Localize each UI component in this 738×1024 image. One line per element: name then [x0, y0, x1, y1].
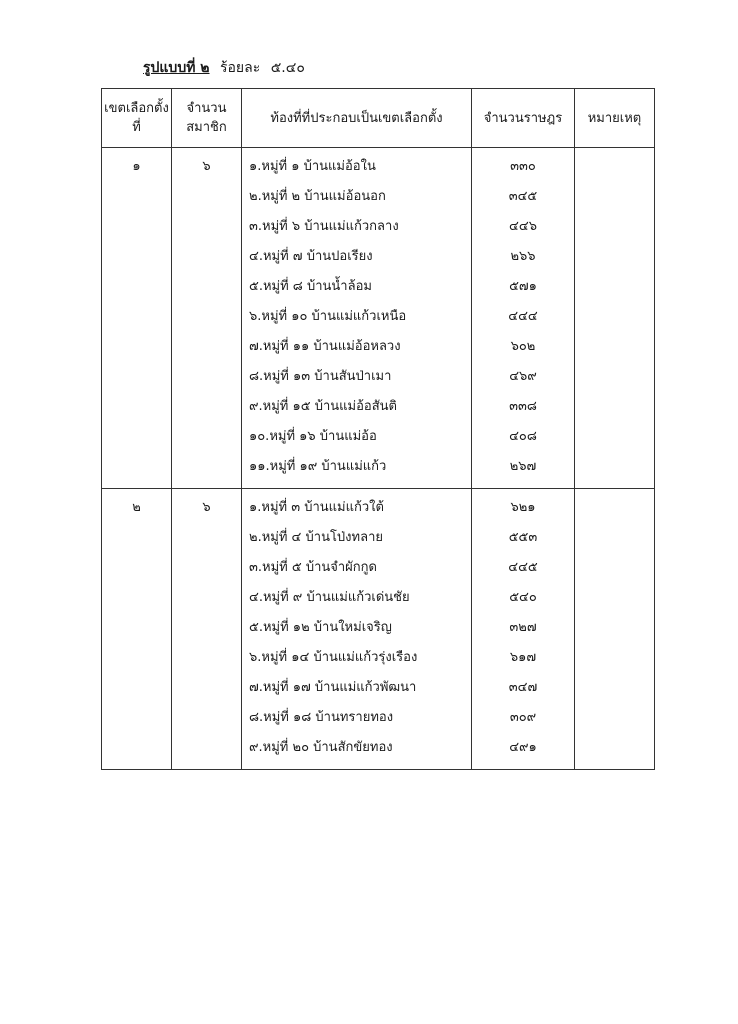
members-cell [172, 581, 242, 611]
spacer-cell [172, 480, 242, 489]
population-cell: ๓๓๘ [472, 390, 575, 420]
members-cell [172, 330, 242, 360]
remark-cell [575, 611, 655, 641]
members-cell: ๖ [172, 148, 242, 181]
group-end-row [102, 761, 655, 770]
header-members: จำนวนสมาชิก [172, 89, 242, 148]
area-cell: ๗.หมู่ที่ ๑๑ บ้านแม่อ้อหลวง [242, 330, 472, 360]
zone-cell [102, 581, 172, 611]
header-zone: เขตเลือกตั้งที่ [102, 89, 172, 148]
area-cell: ๓.หมู่ที่ ๖ บ้านแม่แก้วกลาง [242, 210, 472, 240]
remark-cell [575, 330, 655, 360]
population-cell: ๓๐๙ [472, 701, 575, 731]
remark-cell [575, 701, 655, 731]
remark-cell [575, 180, 655, 210]
remark-cell [575, 450, 655, 480]
remark-cell [575, 551, 655, 581]
area-cell: ๕.หมู่ที่ ๑๒ บ้านใหม่เจริญ [242, 611, 472, 641]
spacer-cell [575, 480, 655, 489]
header-population: จำนวนราษฎร [472, 89, 575, 148]
members-cell [172, 521, 242, 551]
remark-cell [575, 671, 655, 701]
format-title: รูปแบบที่ ๒ [143, 60, 210, 76]
population-cell: ๕๕๓ [472, 521, 575, 551]
members-cell [172, 300, 242, 330]
area-cell: ๘.หมู่ที่ ๑๘ บ้านทรายทอง [242, 701, 472, 731]
table-row [102, 390, 655, 420]
area-cell: ๒.หมู่ที่ ๔ บ้านโป่งทลาย [242, 521, 472, 551]
spacer-cell [242, 480, 472, 489]
remark-cell [575, 210, 655, 240]
table-body [102, 148, 655, 770]
zone-cell [102, 551, 172, 581]
population-cell: ๓๔๗ [472, 671, 575, 701]
table-row [102, 611, 655, 641]
percent-label: ร้อยละ [220, 60, 261, 76]
table-row [102, 148, 655, 181]
members-cell [172, 270, 242, 300]
members-cell [172, 611, 242, 641]
table-row [102, 731, 655, 761]
header-row [102, 89, 655, 148]
table-row [102, 300, 655, 330]
table-row [102, 330, 655, 360]
remark-cell [575, 731, 655, 761]
population-cell: ๖๑๗ [472, 641, 575, 671]
population-cell: ๔๙๑ [472, 731, 575, 761]
members-cell [172, 551, 242, 581]
area-cell: ๙.หมู่ที่ ๑๕ บ้านแม่อ้อสันติ [242, 390, 472, 420]
table-row [102, 551, 655, 581]
population-cell: ๓๒๗ [472, 611, 575, 641]
table-row [102, 521, 655, 551]
area-cell: ๖.หมู่ที่ ๑๔ บ้านแม่แก้วรุ่งเรือง [242, 641, 472, 671]
area-cell: ๔.หมู่ที่ ๙ บ้านแม่แก้วเด่นชัย [242, 581, 472, 611]
table-row [102, 671, 655, 701]
area-cell: ๓.หมู่ที่ ๕ บ้านจำผักกูด [242, 551, 472, 581]
population-cell: ๓๔๕ [472, 180, 575, 210]
group-end-row [102, 480, 655, 489]
spacer-cell [102, 761, 172, 770]
population-cell: ๒๖๖ [472, 240, 575, 270]
zone-cell [102, 641, 172, 671]
population-cell: ๔๔๕ [472, 551, 575, 581]
header-remark: หมายเหตุ [575, 89, 655, 148]
table-row [102, 489, 655, 522]
table-row [102, 240, 655, 270]
population-cell: ๖๒๑ [472, 489, 575, 522]
area-cell: ๔.หมู่ที่ ๗ บ้านปอเรียง [242, 240, 472, 270]
spacer-cell [242, 761, 472, 770]
zone-cell: ๑ [102, 148, 172, 181]
population-cell: ๕๗๑ [472, 270, 575, 300]
table-row [102, 360, 655, 390]
remark-cell [575, 521, 655, 551]
population-cell: ๕๔๐ [472, 581, 575, 611]
members-cell [172, 701, 242, 731]
spacer-cell [575, 761, 655, 770]
table-row [102, 641, 655, 671]
remark-cell [575, 420, 655, 450]
area-cell: ๑๑.หมู่ที่ ๑๙ บ้านแม่แก้ว [242, 450, 472, 480]
remark-cell [575, 581, 655, 611]
area-cell: ๙.หมู่ที่ ๒๐ บ้านสักขัยทอง [242, 731, 472, 761]
remark-cell [575, 489, 655, 522]
remark-cell [575, 270, 655, 300]
zone-cell [102, 521, 172, 551]
population-cell: ๔๔๔ [472, 300, 575, 330]
zone-cell [102, 731, 172, 761]
zone-cell [102, 360, 172, 390]
remark-cell [575, 360, 655, 390]
remark-cell [575, 390, 655, 420]
area-cell: ๕.หมู่ที่ ๘ บ้านน้ำล้อม [242, 270, 472, 300]
spacer-cell [472, 480, 575, 489]
area-cell: ๗.หมู่ที่ ๑๗ บ้านแม่แก้วพัฒนา [242, 671, 472, 701]
population-cell: ๔๔๖ [472, 210, 575, 240]
table-row [102, 180, 655, 210]
population-cell: ๔๐๘ [472, 420, 575, 450]
spacer-cell [472, 761, 575, 770]
area-cell: ๘.หมู่ที่ ๑๓ บ้านสันป่าเมา [242, 360, 472, 390]
members-cell: ๖ [172, 489, 242, 522]
spacer-cell [102, 480, 172, 489]
table-row [102, 210, 655, 240]
zone-cell [102, 450, 172, 480]
members-cell [172, 671, 242, 701]
population-cell: ๒๖๗ [472, 450, 575, 480]
table-row [102, 450, 655, 480]
zone-cell: ๒ [102, 489, 172, 522]
zone-cell [102, 240, 172, 270]
members-cell [172, 360, 242, 390]
area-cell: ๖.หมู่ที่ ๑๐ บ้านแม่แก้วเหนือ [242, 300, 472, 330]
population-cell: ๔๖๙ [472, 360, 575, 390]
zone-cell [102, 701, 172, 731]
page-heading [143, 58, 305, 78]
area-cell: ๑.หมู่ที่ ๓ บ้านแม่แก้วใต้ [242, 489, 472, 522]
area-cell: ๑๐.หมู่ที่ ๑๖ บ้านแม่อ้อ [242, 420, 472, 450]
percent-value: ๕.๔๐ [270, 60, 305, 76]
header-area: ท้องที่ที่ประกอบเป็นเขตเลือกตั้ง [242, 89, 472, 148]
spacer-cell [172, 761, 242, 770]
zone-cell [102, 671, 172, 701]
zone-cell [102, 210, 172, 240]
members-cell [172, 390, 242, 420]
members-cell [172, 420, 242, 450]
population-cell: ๖๐๒ [472, 330, 575, 360]
zone-cell [102, 300, 172, 330]
zone-cell [102, 180, 172, 210]
table-row [102, 581, 655, 611]
members-cell [172, 240, 242, 270]
election-zone-table [101, 88, 655, 770]
remark-cell [575, 641, 655, 671]
zone-cell [102, 611, 172, 641]
area-cell: ๑.หมู่ที่ ๑ บ้านแม่อ้อใน [242, 148, 472, 181]
zone-cell [102, 330, 172, 360]
table-row [102, 270, 655, 300]
population-cell: ๓๓๐ [472, 148, 575, 181]
members-cell [172, 210, 242, 240]
table-row [102, 420, 655, 450]
remark-cell [575, 148, 655, 181]
zone-cell [102, 420, 172, 450]
remark-cell [575, 300, 655, 330]
table-row [102, 701, 655, 731]
members-cell [172, 450, 242, 480]
zone-cell [102, 390, 172, 420]
zone-cell [102, 270, 172, 300]
remark-cell [575, 240, 655, 270]
members-cell [172, 641, 242, 671]
members-cell [172, 180, 242, 210]
area-cell: ๒.หมู่ที่ ๒ บ้านแม่อ้อนอก [242, 180, 472, 210]
members-cell [172, 731, 242, 761]
